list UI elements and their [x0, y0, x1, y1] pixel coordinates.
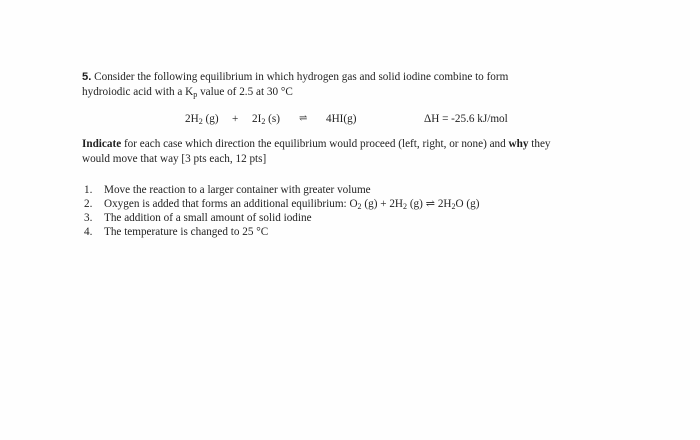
- list-item-text: The addition of a small amount of solid iodine: [104, 212, 312, 224]
- list-item-text: The temperature is changed to 25 °C: [104, 226, 269, 238]
- plus-sign: +: [232, 113, 239, 125]
- intro-line2-value: value of 2.5 at 30 °C: [197, 86, 293, 98]
- instructions-text1: for each case which direction the equilibrium would proceed (left, right, or none) and: [121, 138, 509, 150]
- instructions-line2: would move that way [3 pts each, 12 pts]: [82, 153, 267, 165]
- equilibrium-arrow-icon: ⇌: [299, 113, 307, 124]
- instructions-indicate: Indicate: [82, 138, 122, 150]
- water-subscript: 2: [451, 202, 456, 212]
- hydrogen-formula: 2H: [185, 113, 199, 125]
- oxygen-eq-part3: (g) ⇌ 2H: [407, 198, 452, 210]
- reactant-iodine: [252, 112, 280, 126]
- oxygen-text: Oxygen is added that forms an additional equilibrium: O: [104, 198, 358, 210]
- reactant-hydrogen: [185, 112, 219, 126]
- oxygen-subscript: 2: [357, 202, 362, 212]
- question-intro-text: Consider the following equilibrium in which hydrogen gas and solid iodine combine to form: [94, 71, 509, 83]
- list-item-text: Move the reaction to a larger container with greater volume: [104, 184, 371, 196]
- hydrogen-subscript: 2: [198, 117, 203, 127]
- intro-line2-text: hydroiodic acid with a K: [82, 86, 194, 98]
- h2-subscript: 2: [403, 202, 408, 212]
- delta-h: ΔH = -25.6 kJ/mol: [424, 113, 508, 125]
- kp-subscript: p: [193, 90, 198, 100]
- list-item-number: 3.: [84, 212, 93, 224]
- list-item-number: 4.: [84, 226, 93, 238]
- question-intro-line2: [82, 85, 293, 99]
- question-number: 5.: [82, 71, 92, 83]
- iodine-subscript: 2: [261, 117, 266, 127]
- product-hi: 4HI(g): [326, 113, 357, 125]
- list-item-text: [104, 197, 479, 211]
- oxygen-eq-part4: O (g): [455, 198, 480, 210]
- iodine-formula: 2I: [252, 113, 262, 125]
- list-item-number: 2.: [84, 198, 93, 210]
- instructions-why: why: [508, 138, 529, 150]
- iodine-state: (s): [265, 113, 280, 125]
- hydrogen-state: (g): [202, 113, 219, 125]
- list-item-number: 1.: [84, 184, 93, 196]
- instructions-line1: [82, 137, 551, 151]
- oxygen-eq-part2: (g) + 2H: [361, 198, 403, 210]
- question-intro-line1: [82, 70, 508, 84]
- instructions-text2: they: [528, 138, 551, 150]
